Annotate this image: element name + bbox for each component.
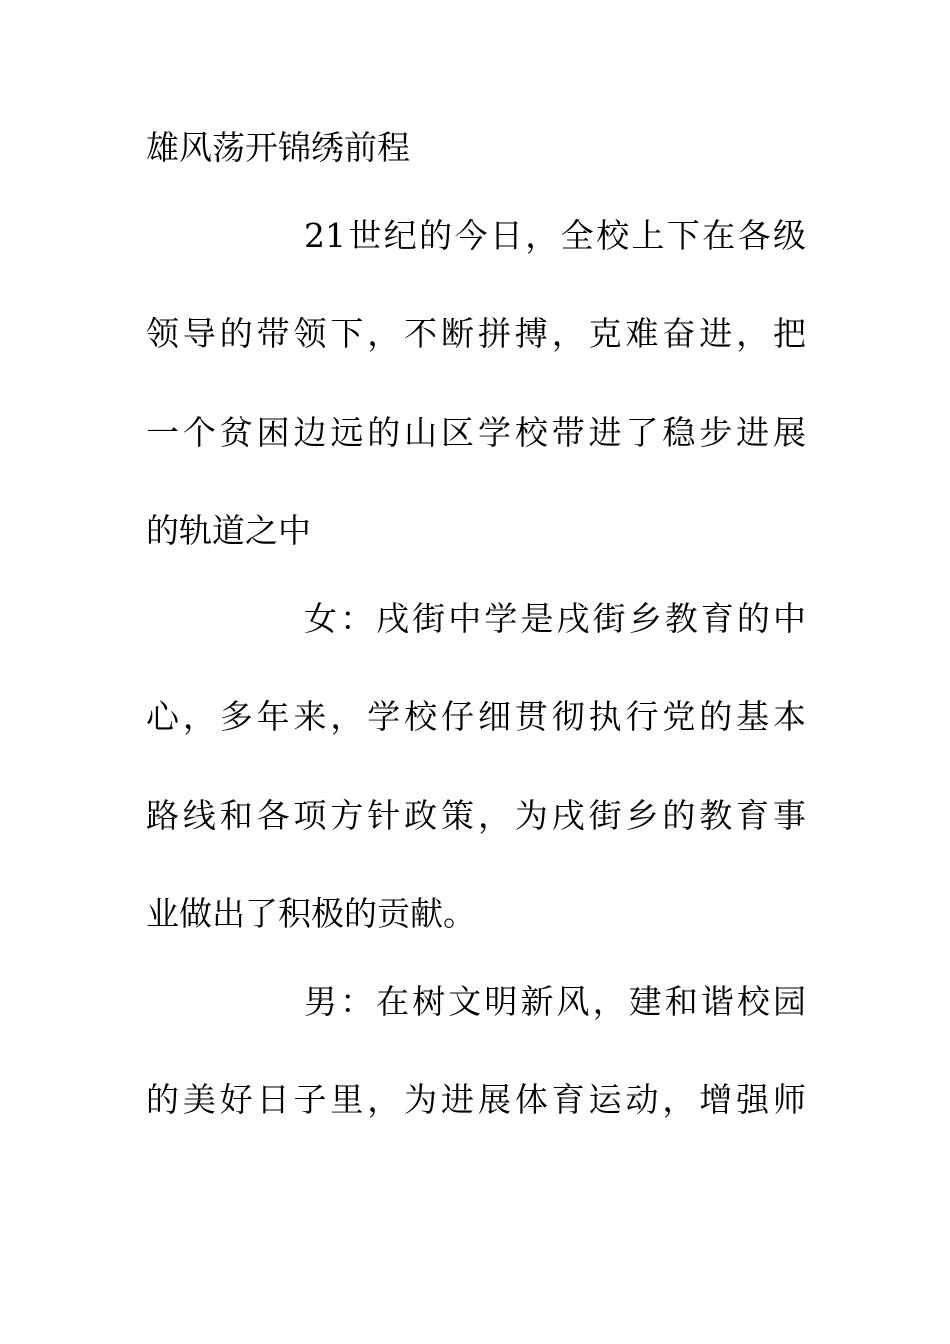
text-line-paragraph-2-end: 业做出了积极的贡献。 — [146, 894, 476, 933]
text-line-paragraph-1-end: 的轨道之中 — [146, 511, 311, 550]
text-line-paragraph-3-start: 男：在树文明新风，建和谐校园 — [304, 982, 806, 1021]
text-line-paragraph-1: 一个贫困边远的山区学校带进了稳步进展 — [146, 413, 806, 452]
text-line-paragraph-2: 心，多年来，学校仔细贯彻执行党的基本 — [146, 697, 806, 736]
text-line-paragraph-1-start: 21世纪的今日，全校上下在各级 — [304, 216, 806, 255]
text-line-paragraph-2: 路线和各项方针政策，为戌街乡的教育事 — [146, 796, 806, 835]
text-line-paragraph-3: 的美好日子里，为进展体育运动，增强师 — [146, 1080, 806, 1119]
text-line-paragraph-1: 领导的带领下，不断拼搏，克难奋进，把 — [146, 314, 806, 353]
text-line-title: 雄风荡开锦绣前程 — [146, 128, 410, 167]
text-line-paragraph-2-start: 女：戌街中学是戌街乡教育的中 — [304, 599, 806, 638]
